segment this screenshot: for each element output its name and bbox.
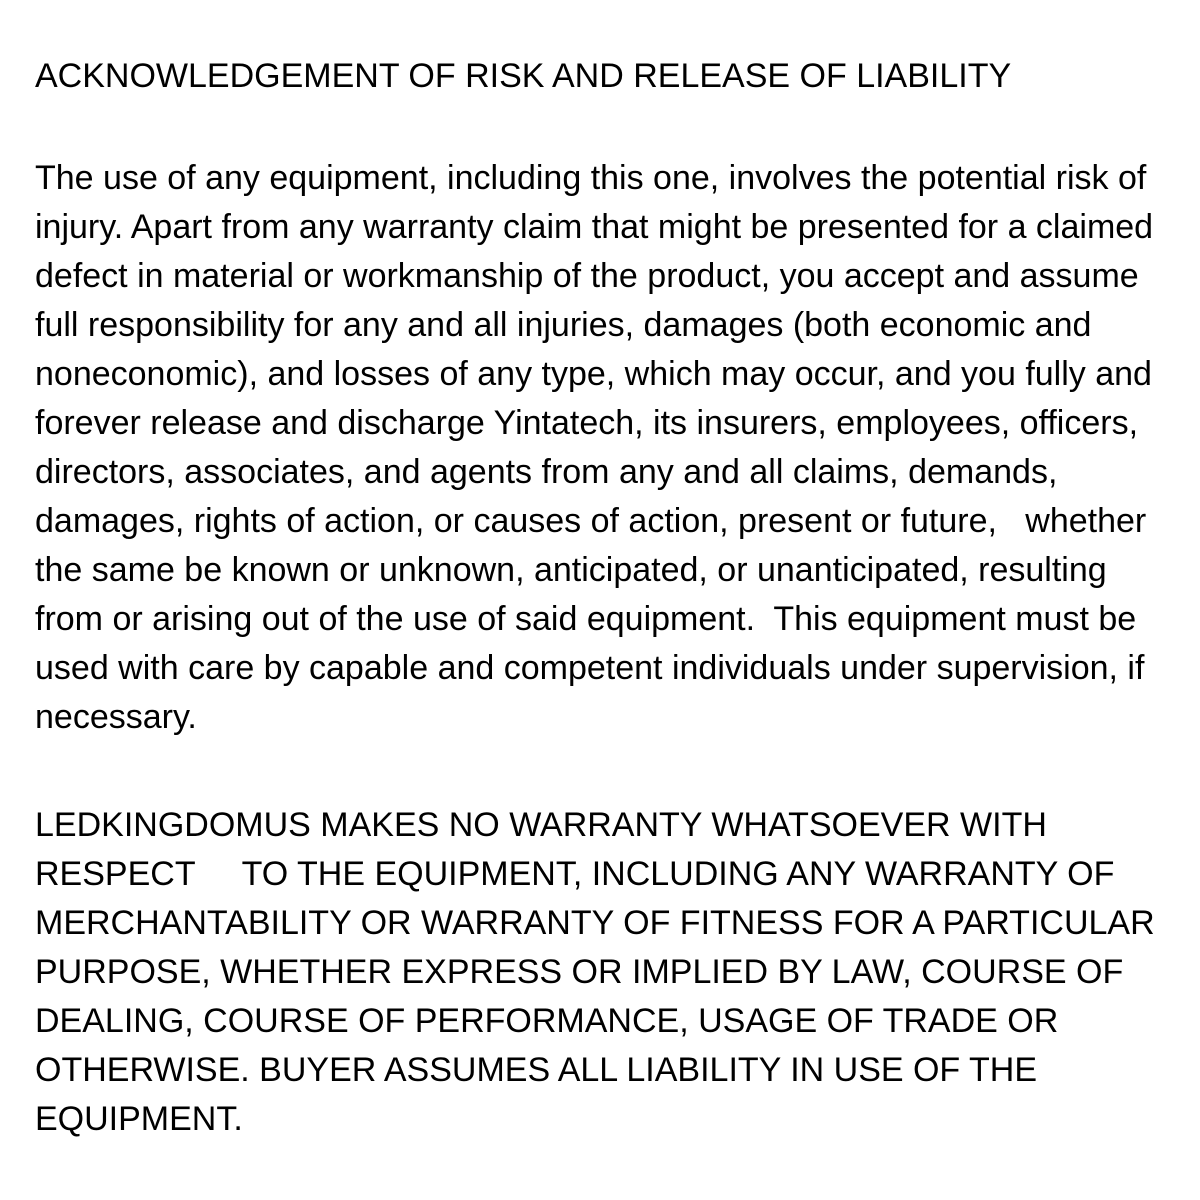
text-line: DEALING, COURSE OF PERFORMANCE, USAGE OF TRADE OR bbox=[35, 1002, 1059, 1040]
text-line: used with care by capable and competent individuals under supervision, if bbox=[35, 649, 1145, 687]
text-line: The use of any equipment, including this one, involves the potential risk of bbox=[35, 159, 1147, 197]
text-line: full responsibility for any and all injuries, damages (both economic and bbox=[35, 306, 1092, 344]
text-line: defect in material or workmanship of the product, you accept and assume bbox=[35, 257, 1139, 295]
text-line: OTHERWISE. BUYER ASSUMES ALL LIABILITY IN USE OF THE bbox=[35, 1051, 1038, 1089]
text-line: noneconomic), and losses of any type, which may occur, and you fully and bbox=[35, 355, 1152, 393]
text-line: LEDKINGDOMUS MAKES NO WARRANTY WHATSOEVER WITH bbox=[35, 806, 1047, 844]
text-line: EQUIPMENT. bbox=[35, 1100, 243, 1138]
text-line: forever release and discharge Yintatech, its insurers, employees, officers, bbox=[35, 404, 1139, 442]
paragraph-risk-release bbox=[35, 154, 1170, 742]
text-line: directors, associates, and agents from any and all claims, demands, bbox=[35, 453, 1058, 491]
document-title: ACKNOWLEDGEMENT OF RISK AND RELEASE OF LIABILITY bbox=[35, 57, 1012, 95]
text-line: the same be known or unknown, anticipated, or unanticipated, resulting bbox=[35, 551, 1107, 589]
text-line: PURPOSE, WHETHER EXPRESS OR IMPLIED BY LAW, COURSE OF bbox=[35, 953, 1124, 991]
text-line: necessary. bbox=[35, 698, 197, 736]
text-line: injury. Apart from any warranty claim that might be presented for a claimed bbox=[35, 208, 1154, 246]
text-line: MERCHANTABILITY OR WARRANTY OF FITNESS FOR A PARTICULAR bbox=[35, 904, 1155, 942]
text-line: from or arising out of the use of said equipment. This equipment must be bbox=[35, 600, 1137, 638]
paragraph-warranty-disclaimer bbox=[35, 801, 1170, 1144]
text-line: RESPECT TO THE EQUIPMENT, INCLUDING ANY WARRANTY OF bbox=[35, 855, 1115, 893]
text-line: damages, rights of action, or causes of action, present or future, whether bbox=[35, 502, 1147, 540]
